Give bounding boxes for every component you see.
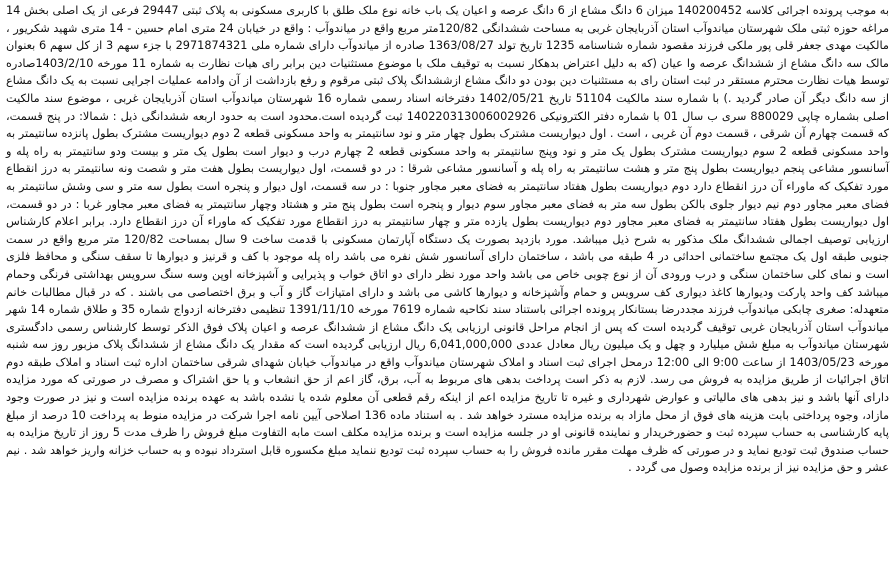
notice-body-text: به موجب پرونده اجرائی کلاسه 140200452 میزان 6 دانگ مشاع از 6 دانگ عرصه و اعیان یک باب خانه نوع ملک طلق با کاربری مسکونی به پلاک ثبتی 29447 فرعی از یک اصلی بخش 14 مراغه حوزه ثبتی ملک شهرستان میاندوآب استان آذربایجان غربی به مساحت ششدانگی 120/82متر مربع واقع در میاندوآب : واقع در خیابان 24 متری امام حسین - 14 متری شهید شکریور ، مالکیت مهدی جعفر قلی پور ملکی فرزند مقصود شماره شناسنامه 1235 تاریخ تولد 1363/08/27 صادره از میاندوآب دارای شماره ملی 2971874321 با جزء سهم 3 از کل سهم 6 بعنوان مالک سه دانگ مشاع از ششدانگ عرصه وا عیان (که به دلیل اعتراض بدهکار نسبت به توقیف ملک با موضوع مستثنیات دین برابر رای هیات نظارت به شماره 11 مورخه 1403/2/10صادره توسط هیات نظارت محترم مستقر در ثبت استان رای به مستثنیات دین بودن دو دانگ مشاع ازششدانگ پلاک ثبتی مرقوم و رفع بازداشت از آن وادامه عملیات اجرایی نسبت به یک دانگ مشاع از سه دانگ دیگر آن صادر گردید .) با شماره سند مالکیت 51104 تاریخ 1402/05/21 دفترخانه اسناد رسمی شماره 16 شهرستان میاندوآب استان آذربایجان غربی ، موضوع سند مالکیت اصلی بشماره چاپی 880029 سری ب سال 01 با شماره دفتر الکترونیکی 140220313006002926 ثبت گردیده است.محدود است به حدود اربعه ششدانگی ذیل : شمالا: در پنج قسمت، که قسمت چهارم آن شرقی ، قسمت دوم آن غربی ، است . اول دیواریست مشترک بطول چهار متر و نود سانتیمتر به واحد مسکونی قطعه 2 دوم دیواریست مشترک بطول پانزده سانتیمتر به واحد مسکونی قطعه 2 سوم دیواریست مشترک بطول یک متر و نود وپنج سانتیمتر به واحد مسکونی قطعه 2 چهارم درب و دیوار است بطول یک متر و بیست ودو سانتیمتر به راه پله و آسانسور مشاعی پنجم دیواریست بطول پنج متر و هشت سانتیمتر به راه پله و آسانسور مشاعی شرقا : در دو قسمت، اول دیواریست بطول هفت متر و شصت ونه سانتیمتر به درز انقطاع مورد تفکیک که ماوراء آن درز انقطاع دارد دوم دیواریست بطول هفتاد سانتیمتر به فضای معبر مجاور جنوبا : در سه قسمت، اول دیوار و پنجره است بطول سه متر و سی وشش سانتیمتر به فضای معبر مجاور دوم نیم دیوار جلوی بالکن بطول سه متر به فضای معبر مجاور سوم دیوار و پنجره است بطول پنج متر و هشتاد وچهار سانتیمتر به فضای معبر مجاور غربا : در دو قسمت، اول دیواریست بطول هفتاد سانتیمتر به فضای معبر مجاور دوم دیواریست بطول یازده متر و چهار سانتیمتر به درز انقطاع مورد تفکیک که ماوراء آن درز انقطاع دارد. برابر اعلام کارشناس ارزیابی توصیف اجمالی ششدانگ ملک مذکور به شرح ذیل میباشد. مورد بازدید بصورت یک دستگاه آپارتمان مسکونی با قدمت ساخت 9 سال بمساحت 120/82 متر مربع واقع در سمت جنوبی طبقه اول یک مجتمع ساختمانی احداثی در 4 طبقه می باشد ، ساختمان دارای آسانسور شش نفره می باشد راه پله موجود با کف و قرنیز و دیوارها تا سقف سنگی و محافظ فلزی است و نمای کلی ساختمان سنگی و درب ورودی آن از نوع چوبی خاص می باشد واحد مورد نظر دارای دو اتاق خواب و پذیرایی و آشپزخانه اوپن وسه سنگ سرویس بهداشتی فرنگی وحمام میباشد کف واحد پارکت ودیوارها کاغذ دیواری کف سرویس و حمام وآشپزخانه و دیوارها کاشی می باشد و دارای امتیازات گاز و آب و برق اختصاصی می باشند . که در قبال مطالبات خانم متعهدله: صغری چابکی میاندوآب فرزند مجددرضا بستانکار پرونده اجرائی باستناد سند نکاحیه شماره 7619 مورخه 1391/11/10 تنظیمی دفترخانه ازدواج شماره 35 و طلاق شماره 14 شهر میاندوآب استان آذربایجان غربی توقیف گردیده است که پس از انجام مراحل قانونی ارزیابی یک دانگ مشاع از ششدانگ عرصه و اعیان پلاک فوق الذکر توسط کارشناس رسمی دادگستری شهرستان میاندوآب به مبلغ شش میلیارد و چهل و یک میلیون ریال معادل عددی 6,041,000,000 ریال ارزیابی گردیده است که مقدار یک دانگ مشاع از ششدانگ پلاک مزبور روز سه شنبه مورخه 1403/05/23 از ساعت 9:00 الی 12:00 درمحل اجرای ثبت اسناد و املاک شهرستان میاندوآب واقع در میاندوآب خیابان شهدای شرقی ساختمان اداره ثبت اسناد و املاک طبقه دوم اتاق اجرائیات از طریق مزایده به فروش می رسد. لازم به ذکر است پرداخت بدهی های مربوط به آب، برق، گاز اعم از حق انشعاب و یا حق اشتراک و مصرف در صورتی که مورد مزایده دارای آنها باشد و نیز بدهی های مالیاتی و عوارض شهرداری و غیره تا تاریخ مزایده اعم از اینکه رقم قطعی آن معلوم شده یا نشده باشد به عهده برنده مزایده است و نیز در صورت وجود مازاد، وجوه پرداختی بابت هزینه های فوق از محل مازاد به برنده مزایده مسترد خواهد شد . به استناد ماده 136 اصلاحی آیین نامه اجرا شرکت در مزایده منوط به پرداخت 10 درصد از مبلغ پایه کارشناسی به حساب سپرده ثبت و حضورخریدار و نماینده قانونی او در جلسه مزایده است و برنده مزایده مکلف است مابه التفاوت مبلغ فروش را ظرف مدت 5 روز از تاریخ مزایده به حساب صندوق ثبت تودیع نماید و در صورتی که ظرف مهلت مقرر مانده فروش را به حساب سپرده ثبت تودیع ننماید مبلغ مکسوره قابل استرداد نبوده و به حساب خزانه واریز خواهد شد . نیم عشر و حق مزایده نیز از برنده مزایده وصول می گردد . — [6, 4, 890, 475]
